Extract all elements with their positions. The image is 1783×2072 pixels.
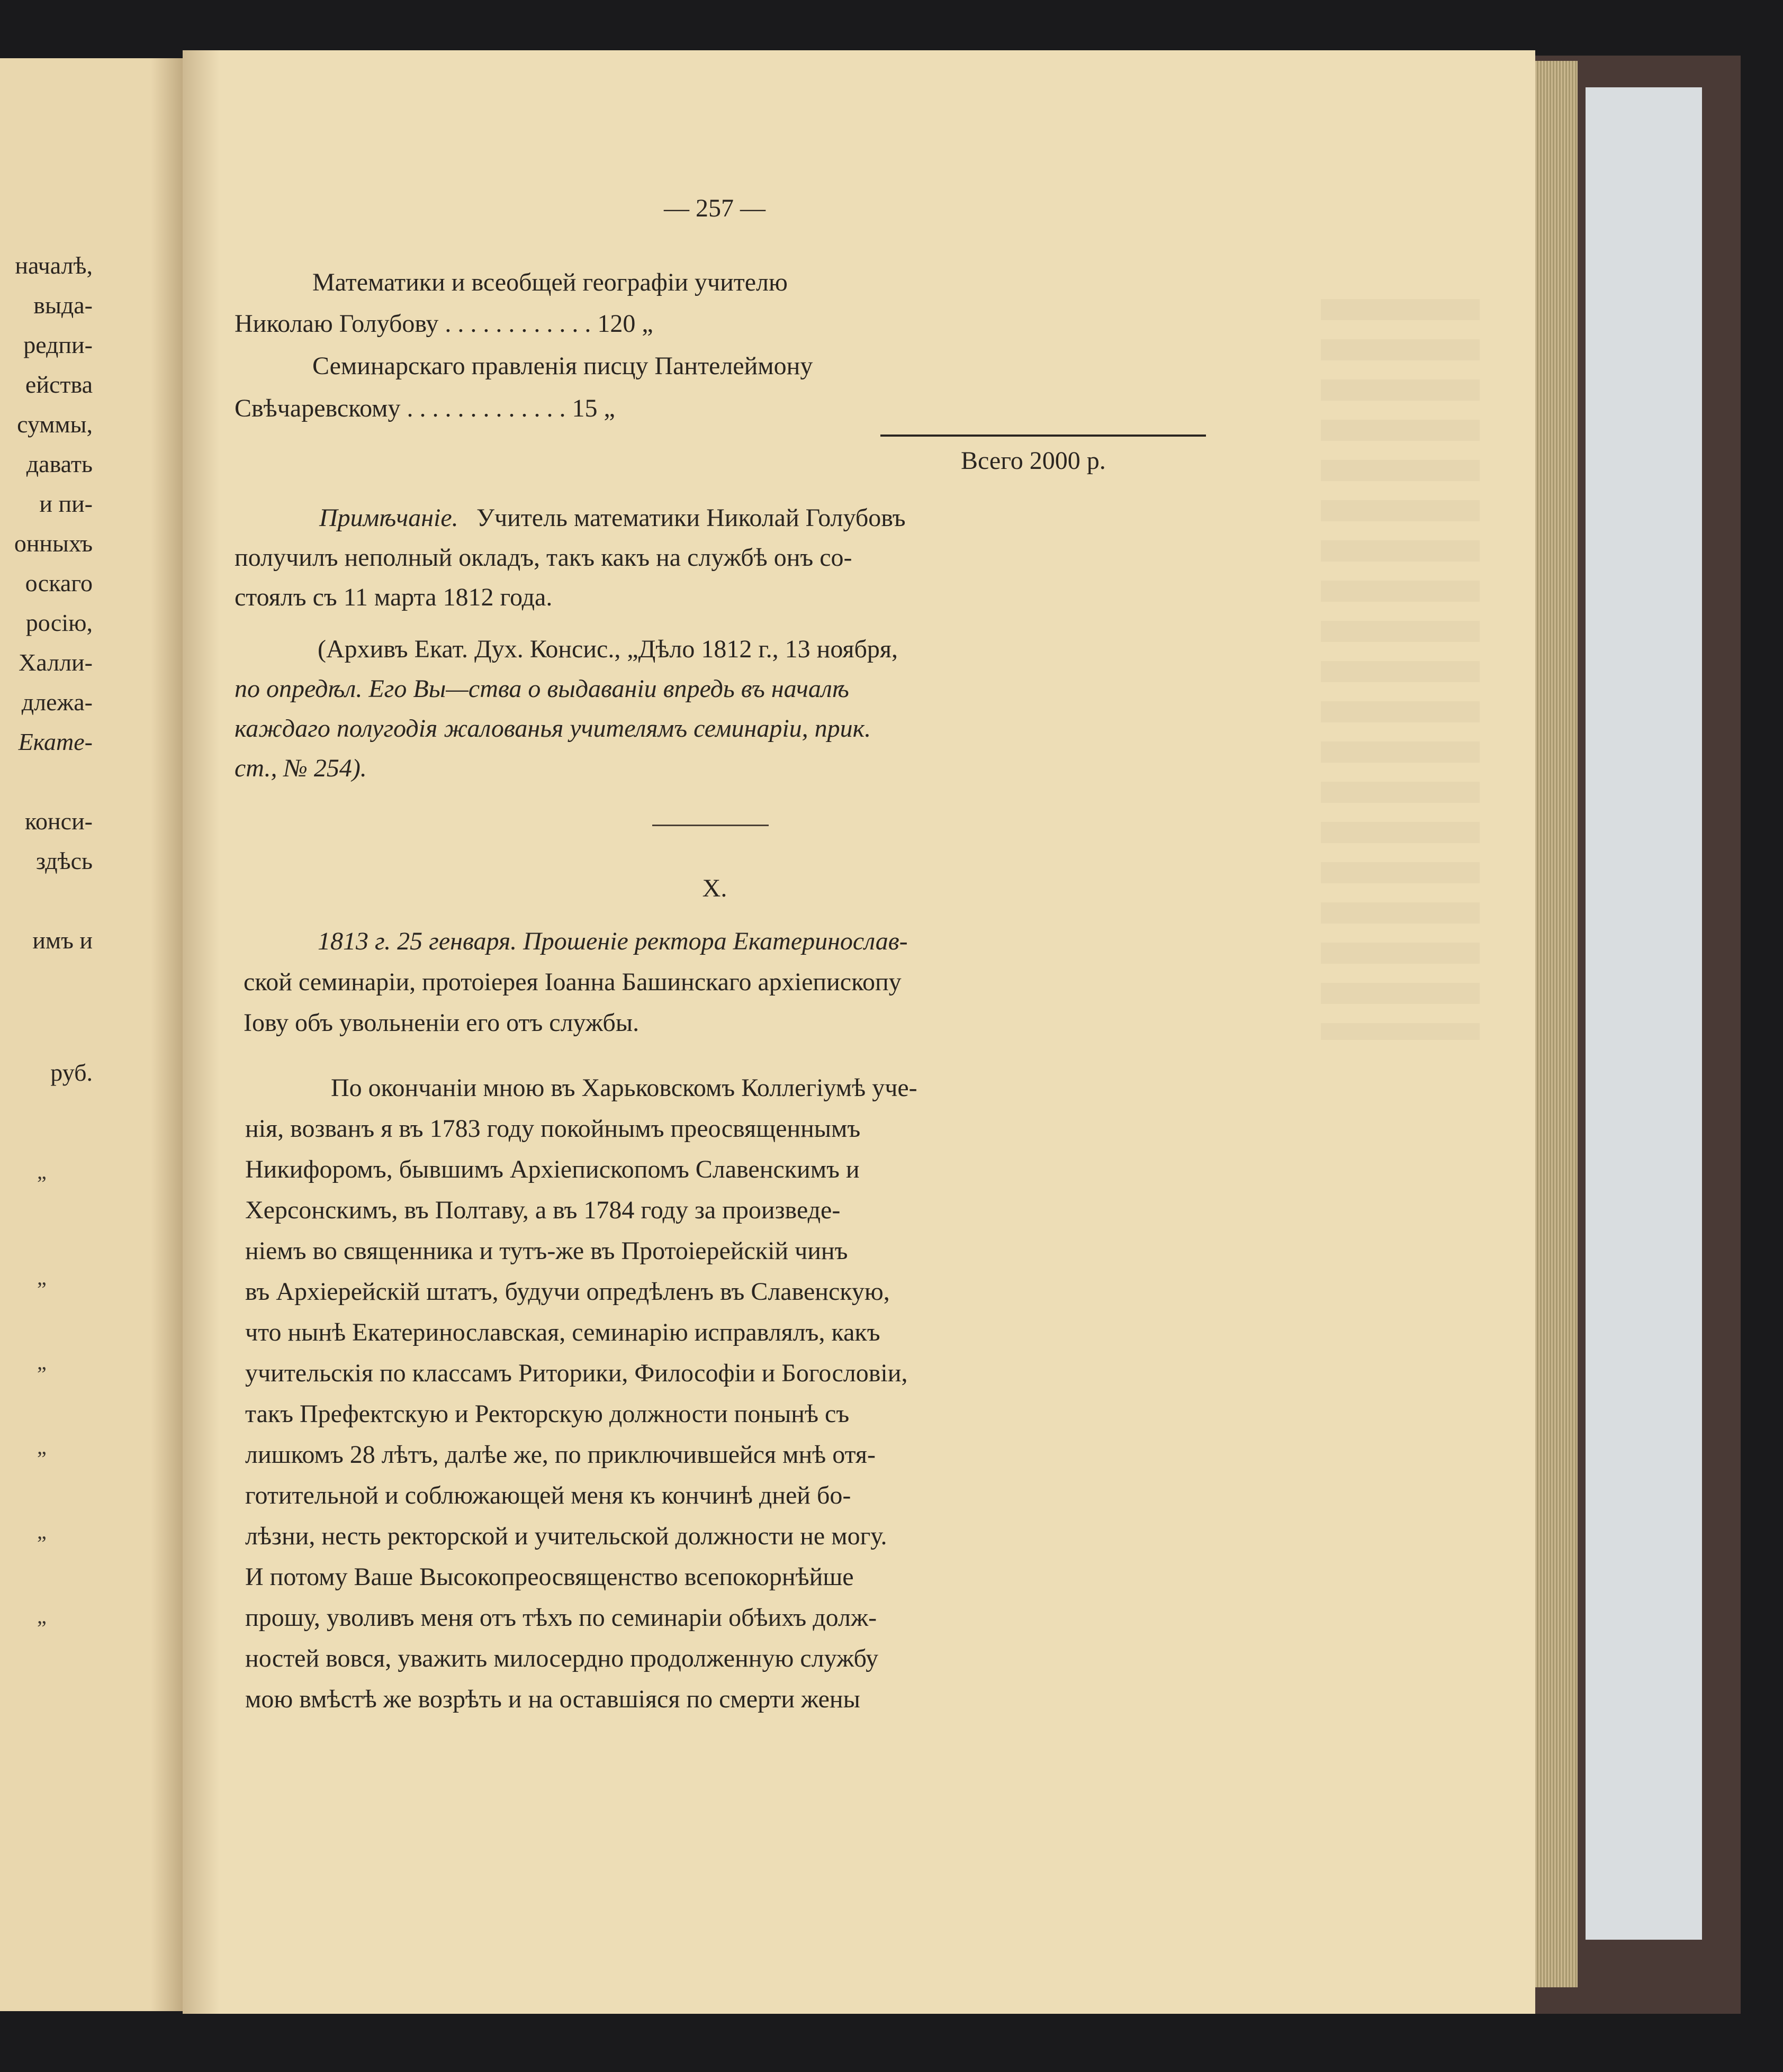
body-line: Херсонскимъ, въ Полтаву, а въ 1784 году за произведе- [245,1196,841,1224]
left-line: Екате- [18,728,93,755]
left-line: имъ и [32,927,93,954]
quote-mark: „ [37,1519,47,1543]
left-line: руб. [50,1059,93,1086]
left-line: длежа- [21,689,93,716]
left-line: давать [26,450,93,477]
left-line: онныхъ [14,530,93,557]
salary-line: Семинарскаго правленія писцу Пантелеймону [312,352,813,380]
body-line: мою вмѣстѣ же возрѣть и на оставшіяся по смерти жены [245,1685,860,1713]
body-line: Никифоромъ, бывшимъ Архіепископомъ Славенскимъ и [245,1155,860,1183]
left-line: суммы, [17,411,93,438]
left-line: конси- [25,808,93,835]
left-line: росію, [25,609,93,636]
total-rule [880,435,1206,437]
body-line: ностей вовся, уважить милосердно продолженную службу [245,1644,879,1672]
left-page [0,58,183,2011]
note-label: Примѣчаніе. [319,504,458,532]
entry-line: 1813 г. 25 генваря. Прошеніе ректора Екатеринослав- [318,927,908,955]
show-through-text [1321,299,1480,1040]
section-numeral: X. [702,874,727,902]
page-number: — 257 — [664,194,766,222]
entry-line: Іову объ увольненіи его отъ службы. [244,1009,640,1037]
page-edges [1535,61,1578,1987]
note-line: Учитель математики Николай Голубовъ [476,504,906,532]
body-line: въ Архіерейскій штатъ, будучи опредѣленъ въ Славенскую, [245,1278,890,1306]
archive-line: по опредѣл. Его Вы—ства о выдаваніи впредь въ началѣ [235,675,849,703]
body-line: ніемъ во священника и тутъ-же въ Протоіерейскій чинъ [245,1237,848,1265]
blank-leaf [1586,87,1702,1940]
left-line: здѣсь [35,847,93,874]
body-line: готительной и соблюжающей меня къ кончинѣ дней бо- [245,1481,851,1509]
left-gutter-shadow [151,58,183,2011]
note-line: получилъ неполный окладъ, такъ какъ на службѣ онъ со- [235,544,852,572]
quote-mark: „ [37,1435,47,1459]
left-line: оскаго [25,569,93,596]
left-line: выда- [33,292,93,319]
quote-mark: „ [37,1160,47,1183]
body-line: лишкомъ 28 лѣтъ, далѣе же, по приключившейся мнѣ отя- [245,1441,876,1469]
quote-mark: „ [37,1604,47,1628]
quote-mark: „ [37,1265,47,1289]
left-line: ейства [25,371,93,398]
section-divider [652,825,769,826]
salary-line: Математики и всеобщей географіи учителю [312,268,788,296]
archive-line: (Архивъ Екат. Дух. Консис., „Дѣло 1812 г., 13 ноября, [318,635,898,663]
body-line: По окончаніи мною въ Харьковскомъ Коллегіумѣ уче- [331,1074,917,1102]
body-line: что нынѣ Екатеринославская, семинарію исправлялъ, какъ [245,1318,880,1346]
salary-line: Николаю Голубову . . . . . . . . . . . . 120 „ [235,310,653,338]
body-line: лѣзни, несть ректорской и учительской должности не могу. [245,1522,887,1550]
archive-line: ст., № 254). [235,754,367,782]
right-page [183,50,1535,2014]
inner-gutter-shadow [183,50,220,2014]
quote-mark: „ [37,1350,47,1374]
archive-line: каждаго полугодія жалованья учителямъ семинаріи, прик. [235,714,871,743]
body-line: учительскія по классамъ Риторики, Философіи и Богословіи, [245,1359,908,1387]
left-line: началѣ, [15,252,93,279]
left-line: редпи- [23,331,93,358]
entry-line: ской семинаріи, протоіерея Іоанна Башинскаго архіепископу [244,968,902,996]
note-line: стоялъ съ 11 марта 1812 года. [235,583,553,611]
body-line: прошу, уволивъ меня отъ тѣхъ по семинаріи обѣихъ долж- [245,1604,877,1632]
body-line: такъ Префектскую и Ректорскую должности понынѣ съ [245,1400,850,1428]
left-line: Халли- [19,649,93,676]
body-line: нія, возванъ я въ 1783 году покойнымъ преосвященнымъ [245,1115,861,1143]
left-line: и пи- [39,490,93,517]
total: Всего 2000 р. [961,447,1106,475]
body-line: И потому Ваше Высокопреосвященство всепокорнѣйше [245,1563,854,1591]
salary-line: Свѣчаревскому . . . . . . . . . . . . . 15 „ [235,394,615,422]
